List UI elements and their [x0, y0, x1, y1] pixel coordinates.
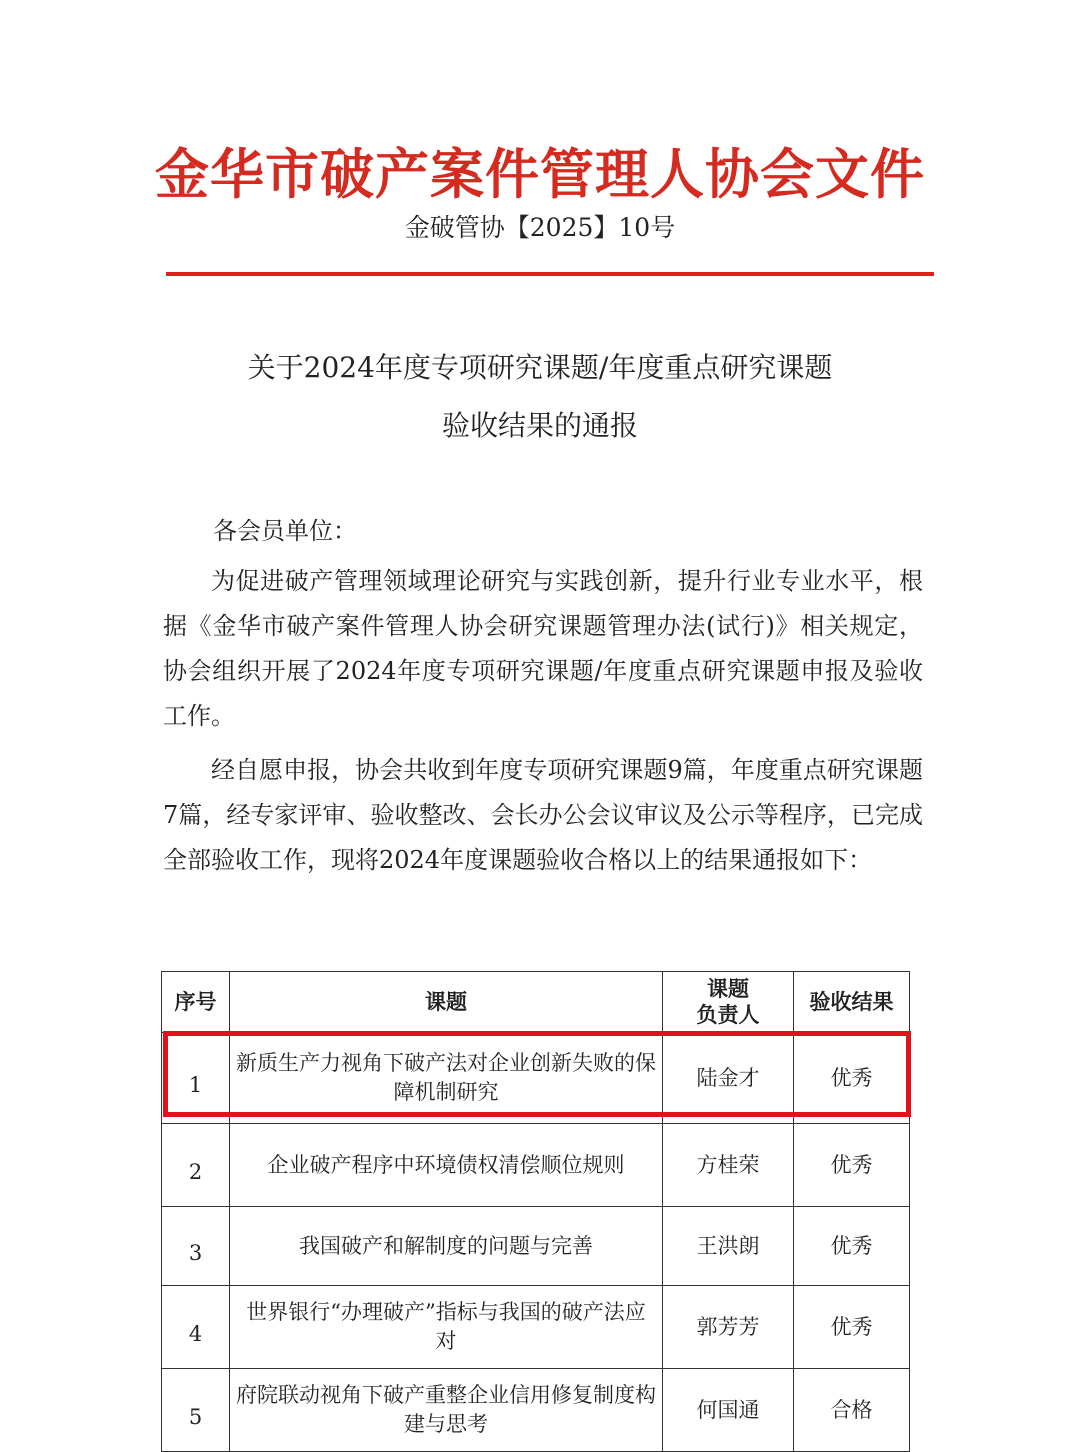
- row-index: 5: [162, 1369, 230, 1452]
- header-topic: 课题: [230, 972, 663, 1033]
- row-result: 合格: [794, 1369, 910, 1452]
- row-topic: 府院联动视角下破产重整企业信用修复制度构建与思考: [230, 1369, 663, 1452]
- table-row: [162, 1286, 910, 1369]
- header-leader-line1: 课题: [707, 976, 749, 1001]
- body-paragraph-1: 为促进破产管理领域理论研究与实践创新，提升行业专业水平，根据《金华市破产案件管理人协会研究课题管理办法(试行)》相关规定，协会组织开展了2024年度专项研究课题/年度重点研究课题申报及验收工作。: [163, 567, 923, 730]
- row-leader: 陆金才: [663, 1033, 794, 1124]
- row-topic: 新质生产力视角下破产法对企业创新失败的保障机制研究: [230, 1033, 663, 1124]
- row-result: 优秀: [794, 1286, 910, 1369]
- table-row: [162, 1207, 910, 1286]
- header-result: 验收结果: [794, 972, 910, 1033]
- notice-title-line1: 关于2024年度专项研究课题/年度重点研究课题: [247, 351, 833, 384]
- row-index: 4: [162, 1286, 230, 1369]
- row-topic: 我国破产和解制度的问题与完善: [230, 1207, 663, 1286]
- row-index: 3: [162, 1207, 230, 1286]
- document-header-title: 金华市破产案件管理人协会文件: [155, 142, 925, 206]
- table-row: [162, 1124, 910, 1207]
- row-index: 1: [162, 1033, 230, 1124]
- table-row: [162, 1369, 910, 1452]
- row-result: 优秀: [794, 1207, 910, 1286]
- salutation: 各会员单位：: [213, 517, 357, 545]
- body-paragraph-2: 经自愿申报，协会共收到年度专项研究课题9篇，年度重点研究课题7篇，经专家评审、验收整改、会长办公会议审议及公示等程序，已完成全部验收工作，现将2024年度课题验收合格以上的结果通报如下：: [163, 756, 923, 874]
- document-number: 金破管协【2025】10号: [404, 213, 676, 242]
- row-leader: 方桂荣: [663, 1124, 794, 1207]
- row-topic: 企业破产程序中环境债权清偿顺位规则: [230, 1124, 663, 1207]
- table-row: [162, 1033, 910, 1124]
- row-leader: 王洪朗: [663, 1207, 794, 1286]
- row-leader: 郭芳芳: [663, 1286, 794, 1369]
- notice-title-line2: 验收结果的通报: [441, 409, 638, 442]
- red-divider: [166, 272, 934, 276]
- row-result: 优秀: [794, 1033, 910, 1124]
- table-header-row: [162, 972, 910, 1033]
- results-table: [161, 971, 910, 1452]
- row-topic: 世界银行“办理破产”指标与我国的破产法应对: [230, 1286, 663, 1369]
- row-result: 优秀: [794, 1124, 910, 1207]
- header-leader-line2: 负责人: [696, 1002, 760, 1027]
- row-index: 2: [162, 1124, 230, 1207]
- header-index: 序号: [162, 972, 230, 1033]
- header-leader: [663, 972, 794, 1033]
- row-leader: 何国通: [663, 1369, 794, 1452]
